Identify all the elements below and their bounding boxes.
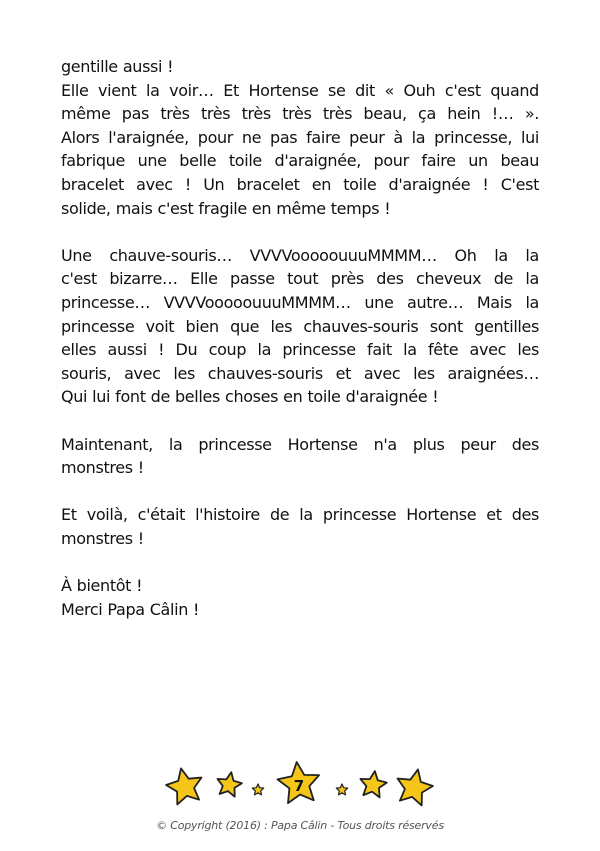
text-line: solide, mais c'est fragile en même temps ! xyxy=(61,198,391,218)
star-medium-left-icon xyxy=(218,772,242,797)
copyright-notice: © Copyright (2016) : Papa Câlin - Tous droits réservés xyxy=(156,819,444,832)
text-line: Merci Papa Câlin ! xyxy=(61,599,200,619)
text-line: elles aussi ! Du coup la princesse fait la fête avec les xyxy=(61,340,539,360)
text-line: souris, avec les chauves-souris et avec les araignées… xyxy=(61,363,539,383)
text-line: même pas très très très très très beau, ça hein !… ». xyxy=(61,104,539,124)
text-line: Elle vient la voir… Et Hortense se dit « Ouh c'est quand xyxy=(61,80,539,100)
text-line: gentille aussi ! xyxy=(61,57,174,76)
text-line: bracelet avec ! Un bracelet en toile d'araignée ! C'est xyxy=(61,174,539,194)
text-line: Et voilà, c'était l'histoire de la princesse Hortense et des xyxy=(61,505,539,525)
page-number: 7 xyxy=(293,777,305,795)
star-medium-right-icon xyxy=(360,771,386,797)
text-line: À bientôt ! xyxy=(61,576,143,596)
text-line: Une chauve-souris… VVVVooooouuuMMMM… Oh la la xyxy=(61,245,539,265)
star-large-left-icon xyxy=(166,768,201,804)
text-line: fabrique une belle toile d'araignée, pour faire un beau xyxy=(61,151,539,171)
text-line: princesse voit bien que les chauves-souris sont gentilles xyxy=(61,316,539,336)
story-text xyxy=(61,55,539,645)
stars-svg xyxy=(0,760,600,820)
text-line: Maintenant, la princesse Hortense n'a plus peur des xyxy=(61,434,539,454)
footer-star-decoration xyxy=(0,760,600,820)
star-small-right-icon xyxy=(336,784,347,795)
paragraph-1 xyxy=(61,55,539,220)
paragraph-3 xyxy=(61,433,539,480)
paragraph-5 xyxy=(61,574,539,621)
text-line: princesse… VVVVooooouuuMMMM… une autre… Mais la xyxy=(61,292,539,312)
text-line: Alors l'araignée, pour ne pas faire peur à la princesse, lui xyxy=(61,127,539,147)
star-small-left-icon xyxy=(252,784,263,795)
paragraph-2 xyxy=(61,244,539,409)
star-large-right-icon xyxy=(398,769,433,805)
text-line: c'est bizarre… Elle passe tout près des cheveux de la xyxy=(61,269,539,289)
text-line: monstres ! xyxy=(61,528,144,548)
text-line: monstres ! xyxy=(61,458,144,478)
text-line: Qui lui font de belles choses en toile d'araignée ! xyxy=(61,387,439,407)
paragraph-4 xyxy=(61,503,539,550)
